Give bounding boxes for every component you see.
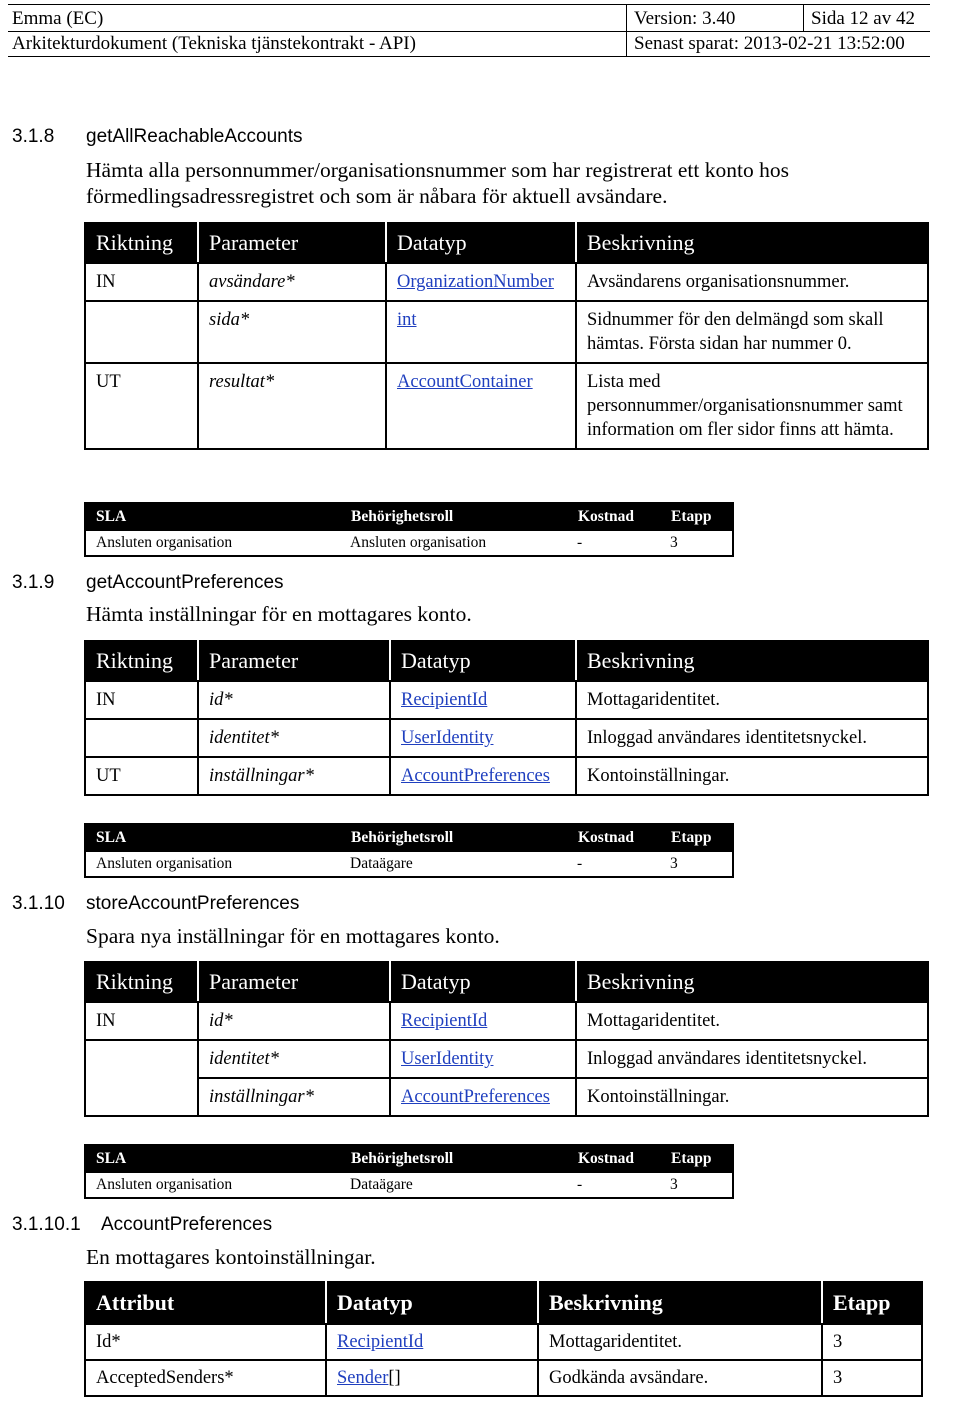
description-cell: Mottagaridentitet. xyxy=(576,1002,928,1040)
attribute-cell: AcceptedSenders* xyxy=(85,1360,326,1396)
sla-header: Behörighetsroll xyxy=(340,824,567,851)
sla-header: Kostnad xyxy=(567,824,660,851)
sla-header: Etapp xyxy=(660,503,733,530)
parameter-cell: avsändare* xyxy=(198,263,386,301)
sla-cell: - xyxy=(567,1172,660,1198)
parameter-cell: id* xyxy=(198,681,390,719)
saved-timestamp: Senast sparat: 2013-02-21 13:52:00 xyxy=(634,33,905,54)
table-row xyxy=(85,263,928,301)
table-row xyxy=(85,301,928,363)
direction-cell: IN xyxy=(85,1002,198,1040)
table-row xyxy=(85,1172,733,1198)
sla-header: Kostnad xyxy=(567,1145,660,1172)
sla-table xyxy=(84,823,734,878)
parameter-cell: inställningar* xyxy=(198,757,390,795)
table-row xyxy=(85,1360,922,1396)
col-header: Etapp xyxy=(822,1282,922,1324)
description-cell: Kontoinställningar. xyxy=(576,757,928,795)
parameter-cell: resultat* xyxy=(198,363,386,449)
datatype-link[interactable]: OrganizationNumber xyxy=(397,272,554,292)
section-description: Spara nya inställningar för en mottagares konto. xyxy=(86,924,500,948)
stage-cell: 3 xyxy=(822,1360,922,1396)
direction-cell: UT xyxy=(85,757,198,795)
attribute-cell: Id* xyxy=(85,1324,326,1360)
datatype-link[interactable]: AccountPreferences xyxy=(401,1087,550,1107)
sla-cell: Dataägare xyxy=(340,1172,567,1198)
col-header: Datatyp xyxy=(326,1282,538,1324)
datatype-link[interactable]: RecipientId xyxy=(401,690,488,710)
description-cell: Kontoinställningar. xyxy=(576,1078,928,1116)
sla-cell: Ansluten organisation xyxy=(85,530,340,556)
col-header: Datatyp xyxy=(390,641,576,681)
direction-cell: UT xyxy=(85,363,198,449)
parameter-table xyxy=(84,961,929,1117)
col-header: Beskrivning xyxy=(576,962,928,1002)
direction-cell xyxy=(85,301,198,363)
sla-header: Kostnad xyxy=(567,503,660,530)
parameter-cell: identitet* xyxy=(198,719,390,757)
direction-cell: IN xyxy=(85,263,198,301)
description-cell: Sidnummer för den delmängd som skall hämtas. Första sidan har nummer 0. xyxy=(576,301,928,363)
subsection-title: AccountPreferences xyxy=(101,1214,273,1235)
attribute-table xyxy=(84,1281,923,1397)
description-cell: Mottagaridentitet. xyxy=(538,1324,822,1360)
table-row xyxy=(85,363,928,449)
table-row xyxy=(85,1078,928,1116)
direction-cell: IN xyxy=(85,681,198,719)
section-number: 3.1.8 xyxy=(12,126,55,147)
col-header: Beskrivning xyxy=(538,1282,822,1324)
section-title: storeAccountPreferences xyxy=(86,893,300,914)
datatype-link[interactable]: RecipientId xyxy=(401,1011,488,1031)
sla-cell: Ansluten organisation xyxy=(85,851,340,877)
parameter-table xyxy=(84,222,929,450)
sla-cell: Ansluten organisation xyxy=(85,1172,340,1198)
subsection-description: En mottagares kontoinställningar. xyxy=(86,1245,376,1269)
sla-cell: 3 xyxy=(660,1172,733,1198)
parameter-cell: identitet* xyxy=(198,1040,390,1078)
sla-header: Behörighetsroll xyxy=(340,1145,567,1172)
col-header: Riktning xyxy=(85,962,198,1002)
table-row xyxy=(85,757,928,795)
table-row xyxy=(85,681,928,719)
direction-cell xyxy=(85,1078,198,1116)
header-divider xyxy=(803,4,804,31)
section-title: getAccountPreferences xyxy=(86,572,284,593)
page-header xyxy=(8,4,930,57)
table-row xyxy=(85,719,928,757)
sla-cell: - xyxy=(567,851,660,877)
col-header: Beskrivning xyxy=(576,223,928,263)
sla-cell: - xyxy=(567,530,660,556)
parameter-cell: inställningar* xyxy=(198,1078,390,1116)
sla-header: SLA xyxy=(85,1145,340,1172)
direction-cell xyxy=(85,719,198,757)
subsection-number: 3.1.10.1 xyxy=(12,1214,81,1235)
description-cell: Lista med personnummer/organisationsnummer samt information om fler sidor finns att hämta. xyxy=(576,363,928,449)
table-row xyxy=(85,1002,928,1040)
col-header: Riktning xyxy=(85,223,198,263)
header-divider xyxy=(626,4,627,57)
section-number: 3.1.9 xyxy=(12,572,55,593)
description-cell: Inloggad användares identitetsnyckel. xyxy=(576,1040,928,1078)
col-header: Parameter xyxy=(198,641,390,681)
parameter-cell: sida* xyxy=(198,301,386,363)
table-row xyxy=(85,851,733,877)
sla-cell: Dataägare xyxy=(340,851,567,877)
sla-header: SLA xyxy=(85,503,340,530)
sla-header: SLA xyxy=(85,824,340,851)
col-header: Attribut xyxy=(85,1282,326,1324)
col-header: Datatyp xyxy=(390,962,576,1002)
col-header: Beskrivning xyxy=(576,641,928,681)
doc-title: Arkitekturdokument (Tekniska tjänstekontrakt - API) xyxy=(12,33,416,54)
description-cell: Avsändarens organisationsnummer. xyxy=(576,263,928,301)
datatype-suffix: [] xyxy=(388,1367,401,1388)
description-cell: Mottagaridentitet. xyxy=(576,681,928,719)
sla-cell: Ansluten organisation xyxy=(340,530,567,556)
section-description: Hämta inställningar för en mottagares konto. xyxy=(86,602,472,626)
direction-cell xyxy=(85,1040,198,1078)
section-title: getAllReachableAccounts xyxy=(86,126,303,147)
sla-header: Etapp xyxy=(660,824,733,851)
datatype-link[interactable]: UserIdentity xyxy=(401,728,494,748)
col-header: Parameter xyxy=(198,223,386,263)
description-cell: Inloggad användares identitetsnyckel. xyxy=(576,719,928,757)
doc-owner: Emma (EC) xyxy=(12,8,104,29)
header-bottom-rule xyxy=(8,56,930,57)
datatype-link[interactable]: AccountContainer xyxy=(397,372,533,392)
sla-cell: 3 xyxy=(660,851,733,877)
doc-version: Version: 3.40 xyxy=(634,8,736,29)
sla-table xyxy=(84,502,734,557)
datatype-link[interactable]: AccountPreferences xyxy=(401,766,550,786)
table-row xyxy=(85,1324,922,1360)
col-header: Riktning xyxy=(85,641,198,681)
table-row xyxy=(85,530,733,556)
sla-cell: 3 xyxy=(660,530,733,556)
parameter-cell: id* xyxy=(198,1002,390,1040)
datatype-link[interactable]: int xyxy=(397,310,417,330)
header-top-rule xyxy=(8,4,930,5)
section-description: Hämta alla personnummer/organisationsnummer som har registrerat ett konto hos förmedlingsadressregistret och som är nåbara för aktuell avsändare. xyxy=(86,158,789,208)
parameter-table xyxy=(84,640,929,796)
page-number: Sida 12 av 42 xyxy=(811,8,915,29)
col-header: Datatyp xyxy=(386,223,576,263)
datatype-link[interactable]: Sender xyxy=(337,1367,389,1388)
sla-table xyxy=(84,1144,734,1199)
section-number: 3.1.10 xyxy=(12,893,65,914)
datatype-link[interactable]: UserIdentity xyxy=(401,1049,494,1069)
datatype-link[interactable]: RecipientId xyxy=(337,1331,424,1352)
col-header: Parameter xyxy=(198,962,390,1002)
description-cell: Godkända avsändare. xyxy=(538,1360,822,1396)
sla-header: Behörighetsroll xyxy=(340,503,567,530)
sla-header: Etapp xyxy=(660,1145,733,1172)
table-row xyxy=(85,1040,928,1078)
stage-cell: 3 xyxy=(822,1324,922,1360)
